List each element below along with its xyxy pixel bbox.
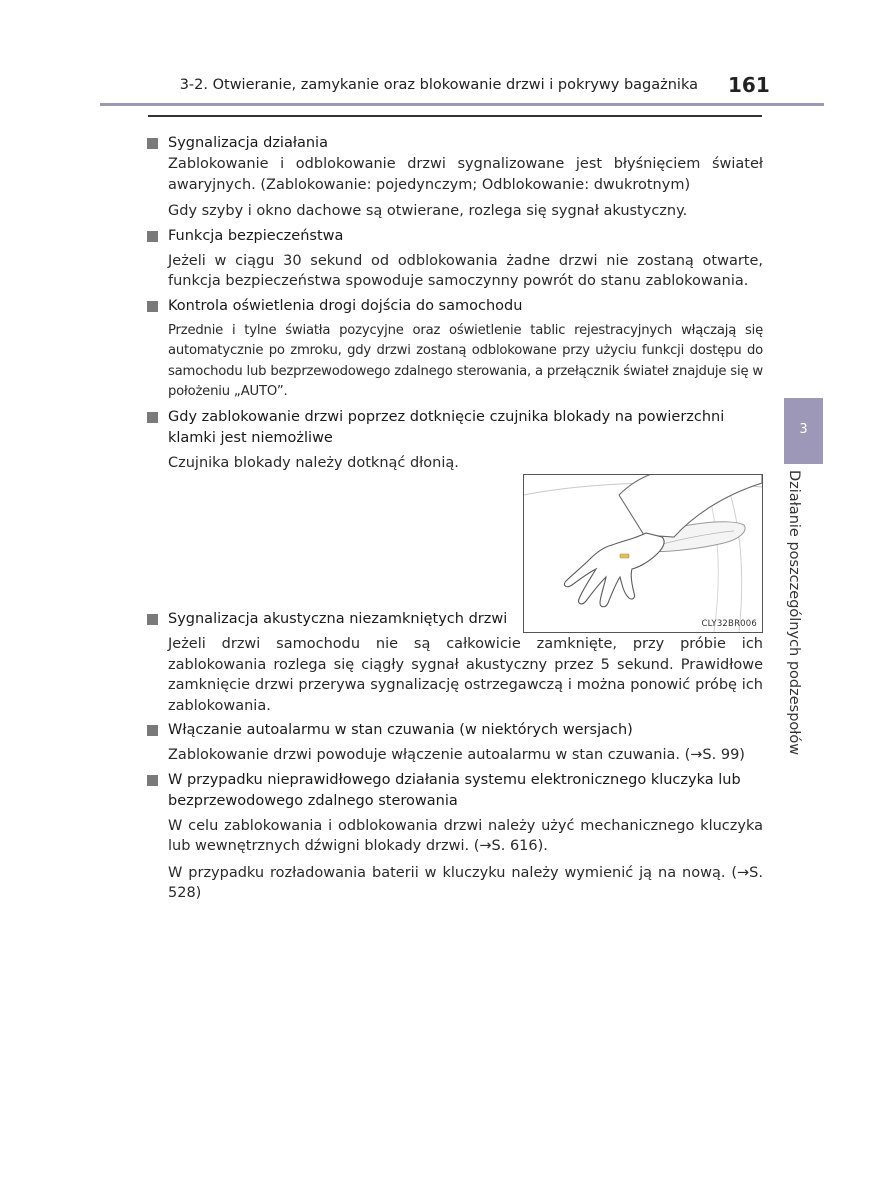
section-heading: Funkcja bezpieczeństwa (147, 226, 763, 247)
door-handle-illustration (523, 474, 763, 633)
page-number: 161 (728, 73, 770, 97)
section-heading: Sygnalizacja akustyczna niezamkniętych drzwi (147, 609, 763, 630)
paragraph: Czujnika blokady należy dotknąć dłonią. (168, 454, 459, 471)
square-bullet-icon (147, 614, 158, 625)
square-bullet-icon (147, 725, 158, 736)
paragraph: Zablokowanie drzwi powoduje włączenie autoalarmu w stan czuwania. (→S. 99) (168, 747, 745, 763)
square-bullet-icon (147, 775, 158, 786)
square-bullet-icon (147, 231, 158, 242)
section-heading: W przypadku nieprawidłowego działania systemu elektronicznego kluczyka lub bezprzewodowego zdalnego sterowania (147, 770, 763, 812)
running-header: 3-2. Otwieranie, zamykanie oraz blokowanie drzwi i pokrywy bagażnika (179, 77, 698, 93)
section-heading: Kontrola oświetlenia drogi dojścia do samochodu (147, 296, 763, 317)
paragraph: Jeżeli w ciągu 30 sekund od odblokowania żadne drzwi nie zostaną otwarte, funkcja bezpieczeństwa spowoduje samoczynny powrót do stanu zablokowania. (168, 252, 763, 289)
header-accent-rule (100, 103, 824, 106)
hand-touching-door-handle-icon (524, 475, 762, 632)
paragraph: Jeżeli drzwi samochodu nie są całkowicie zamknięte, przy próbie ich zablokowania rozlega się ciągły sygnał akustyczny przez 5 sekund. Prawidłowe zamknięcie drzwi przerywa sygnalizację ostrzegawczą i można ponowić próbę ich zablokowania. (168, 636, 763, 714)
header-rule (148, 115, 762, 117)
paragraph: W przypadku rozładowania baterii w kluczyku należy wymienić ją na nową. (→S. 528) (168, 864, 763, 901)
paragraph: Zablokowanie i odblokowanie drzwi sygnalizowane jest błyśnięciem świateł awaryjnych. (Zablokowanie: pojedynczym; Odblokowanie: dwukrotnym) (168, 156, 763, 193)
figure-code: CLY32BR006 (701, 619, 757, 629)
paragraph: Gdy szyby i okno dachowe są otwierane, rozlega się sygnał akustyczny. (168, 203, 688, 219)
square-bullet-icon (147, 138, 158, 149)
paragraph: W celu zablokowania i odblokowania drzwi należy użyć mechanicznego kluczyka lub wewnętrznych dźwigni blokady drzwi. (→S. 616). (168, 817, 763, 854)
chapter-title-vertical: Działanie poszczególnych podzespołów (786, 470, 802, 756)
section-heading: Gdy zablokowanie drzwi poprzez dotknięcie czujnika blokady na powierzchni klamki jest niemożliwe (147, 407, 763, 449)
section-heading: Włączanie autoalarmu w stan czuwania (w niektórych wersjach) (147, 720, 763, 741)
section-heading: Sygnalizacja działania (147, 133, 763, 154)
square-bullet-icon (147, 301, 158, 312)
chapter-number: 3 (799, 422, 808, 437)
paragraph: Przednie i tylne światła pozycyjne oraz oświetlenie tablic rejestracyjnych włączają się automatycznie po zmroku, gdy drzwi zostaną odblokowane przy użyciu funkcji dostępu do samochodu lub bezprzewodowego zdalnego sterowania, a przełącznik świateł znajduje się w położeniu „AUTO”. (168, 322, 763, 399)
square-bullet-icon (147, 412, 158, 423)
chapter-tab[interactable] (784, 398, 823, 464)
